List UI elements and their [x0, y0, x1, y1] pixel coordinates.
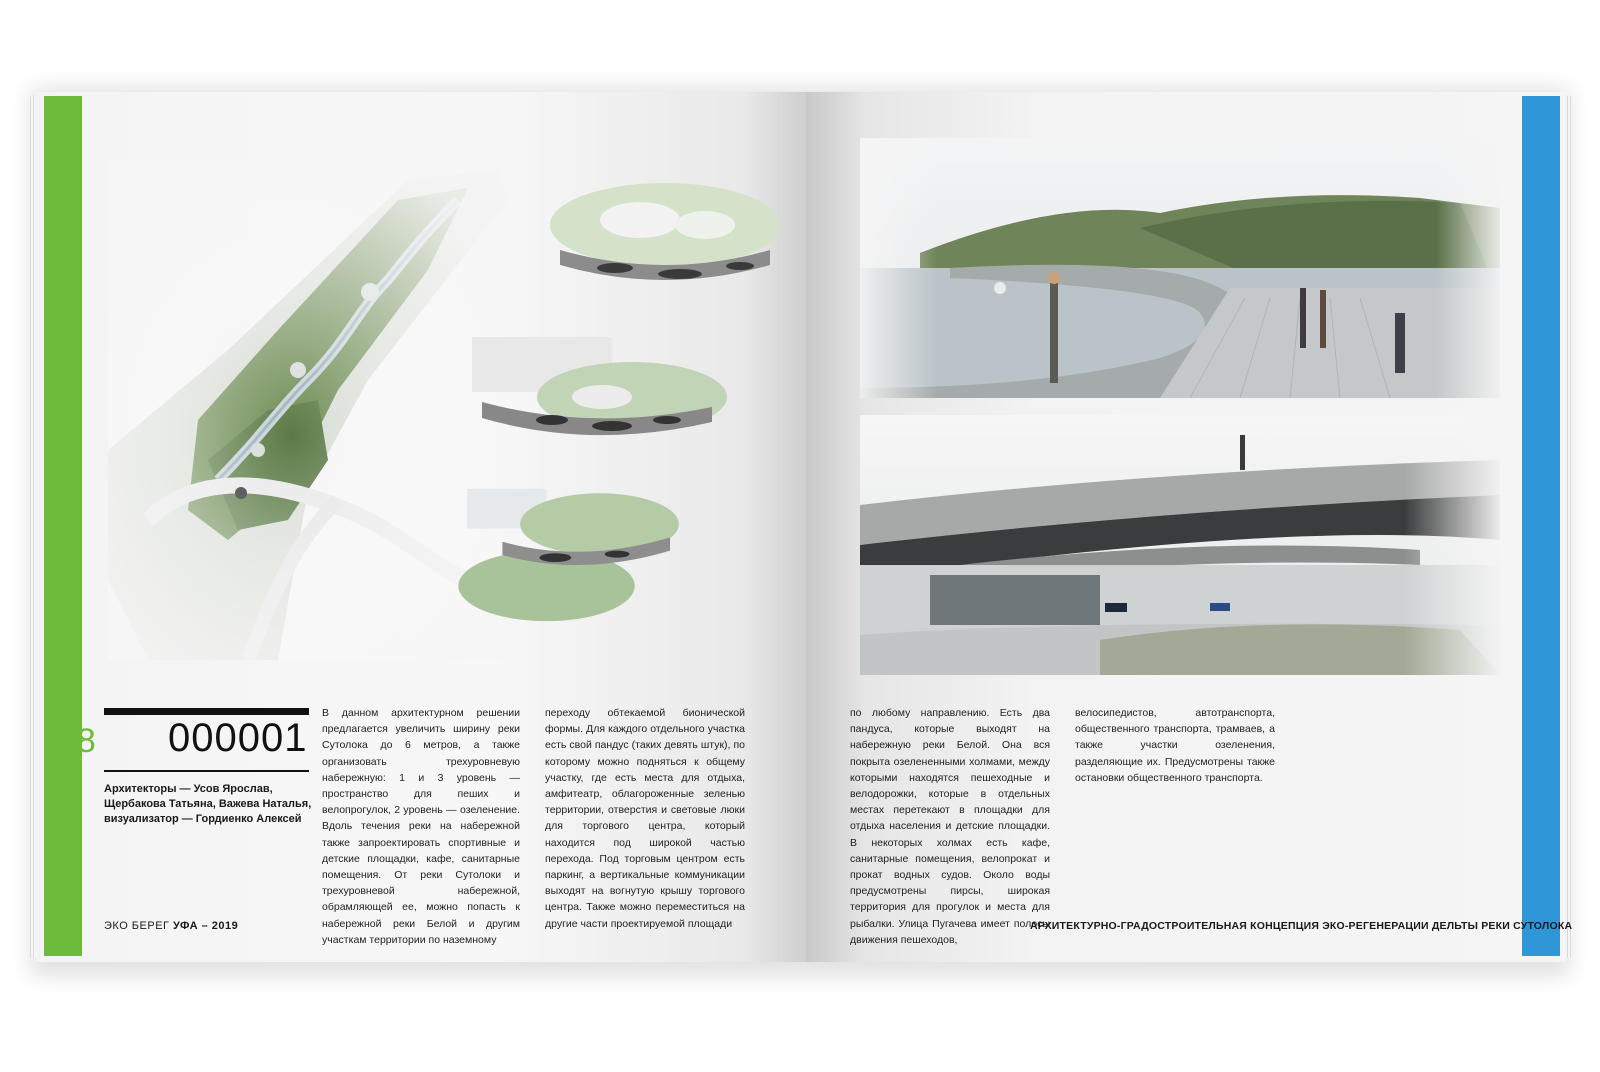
footer-left-prefix: ЭКО БЕРЕГ — [104, 920, 174, 932]
body-text-column-4: велосипедистов, автотранспорта, общественного транспорта, трамваев, а также участки озеленения, разделяющие их. Предусмотрены также остановки общественного транспорта. — [1075, 707, 1275, 784]
section-number: 08 — [56, 722, 98, 760]
title-bottom-rule — [104, 770, 309, 772]
bridge-render-image — [860, 415, 1500, 675]
footer-left — [104, 920, 238, 932]
body-text-column-3: по любому направлению. Есть два пандуса, которые выходят на набережную реки Белой. Она вся покрыта озелененными холмами, между которыми находятся пешеходные и велодорожки, которые в отдельных местах перетекают в площадки для отдыха населения и детские площадки. В некоторых холмах есть кафе, санитарные помещения, велопрокат и прокат водных судов. Около воды предусмотрены пирсы, широкая территория для прогулок и места для рыбалки. Улица Пугачева имеет полосы движения пешеходов, — [850, 707, 1050, 946]
body-text-column-1: В данном архитектурном решении предлагается увеличить ширину реки Сутолока до 6 метров, а также организовать трехуровневую набережную: 1 и 3 уровень — пространство для пеших и велопрогулок, 2 уровень — озеленение. Вдоль течения реки на набережной также запроектировать спортивные и детские площадки, кафе, санитарные помещения. От реки Сутолоки и трехуровневой набережной, обрамляющей ее, можно попасть к набережной реки Белой и другим участкам территории по наземному — [322, 707, 520, 946]
footer-right-title: АРХИТЕКТУРНО-ГРАДОСТРОИТЕЛЬНАЯ КОНЦЕПЦИЯ ЭКО-РЕГЕНЕРАЦИИ ДЕЛЬТЫ РЕКИ СУТОЛОКА — [1030, 920, 1573, 932]
project-id: 000001 — [168, 716, 308, 760]
axonometric-view-1 — [530, 170, 800, 320]
embankment-render-image — [860, 138, 1500, 398]
body-text-column-2: переходу обтекаемой бионической формы. Для каждого отдельного участка есть свой пандус (таких девять штук), по которому можно подняться к общему участку, где есть места для отдыха, амфитеатр, облагороженные зеленью территории, отверстия и световые люки для торгового центра, который находится под широкой частью перехода. Под торговым центром есть паркинг, а вертикальные коммуникации выходят на вогнутую крышу торгового центра. Также можно переместиться на другие части проектируемой площади — [545, 707, 745, 930]
axonometric-view-2 — [462, 322, 732, 472]
blue-accent-stripe — [1522, 96, 1560, 956]
title-top-rule — [104, 708, 309, 715]
footer-left-bold: УФА – 2019 — [173, 920, 239, 932]
green-accent-stripe — [44, 96, 82, 956]
axonometric-view-3 — [438, 480, 708, 630]
authors-credits: Архитекторы — Усов Ярослав, Щербакова Татьяна, Важева Наталья, визуализатор — Гордиенко Алексей — [104, 783, 312, 825]
